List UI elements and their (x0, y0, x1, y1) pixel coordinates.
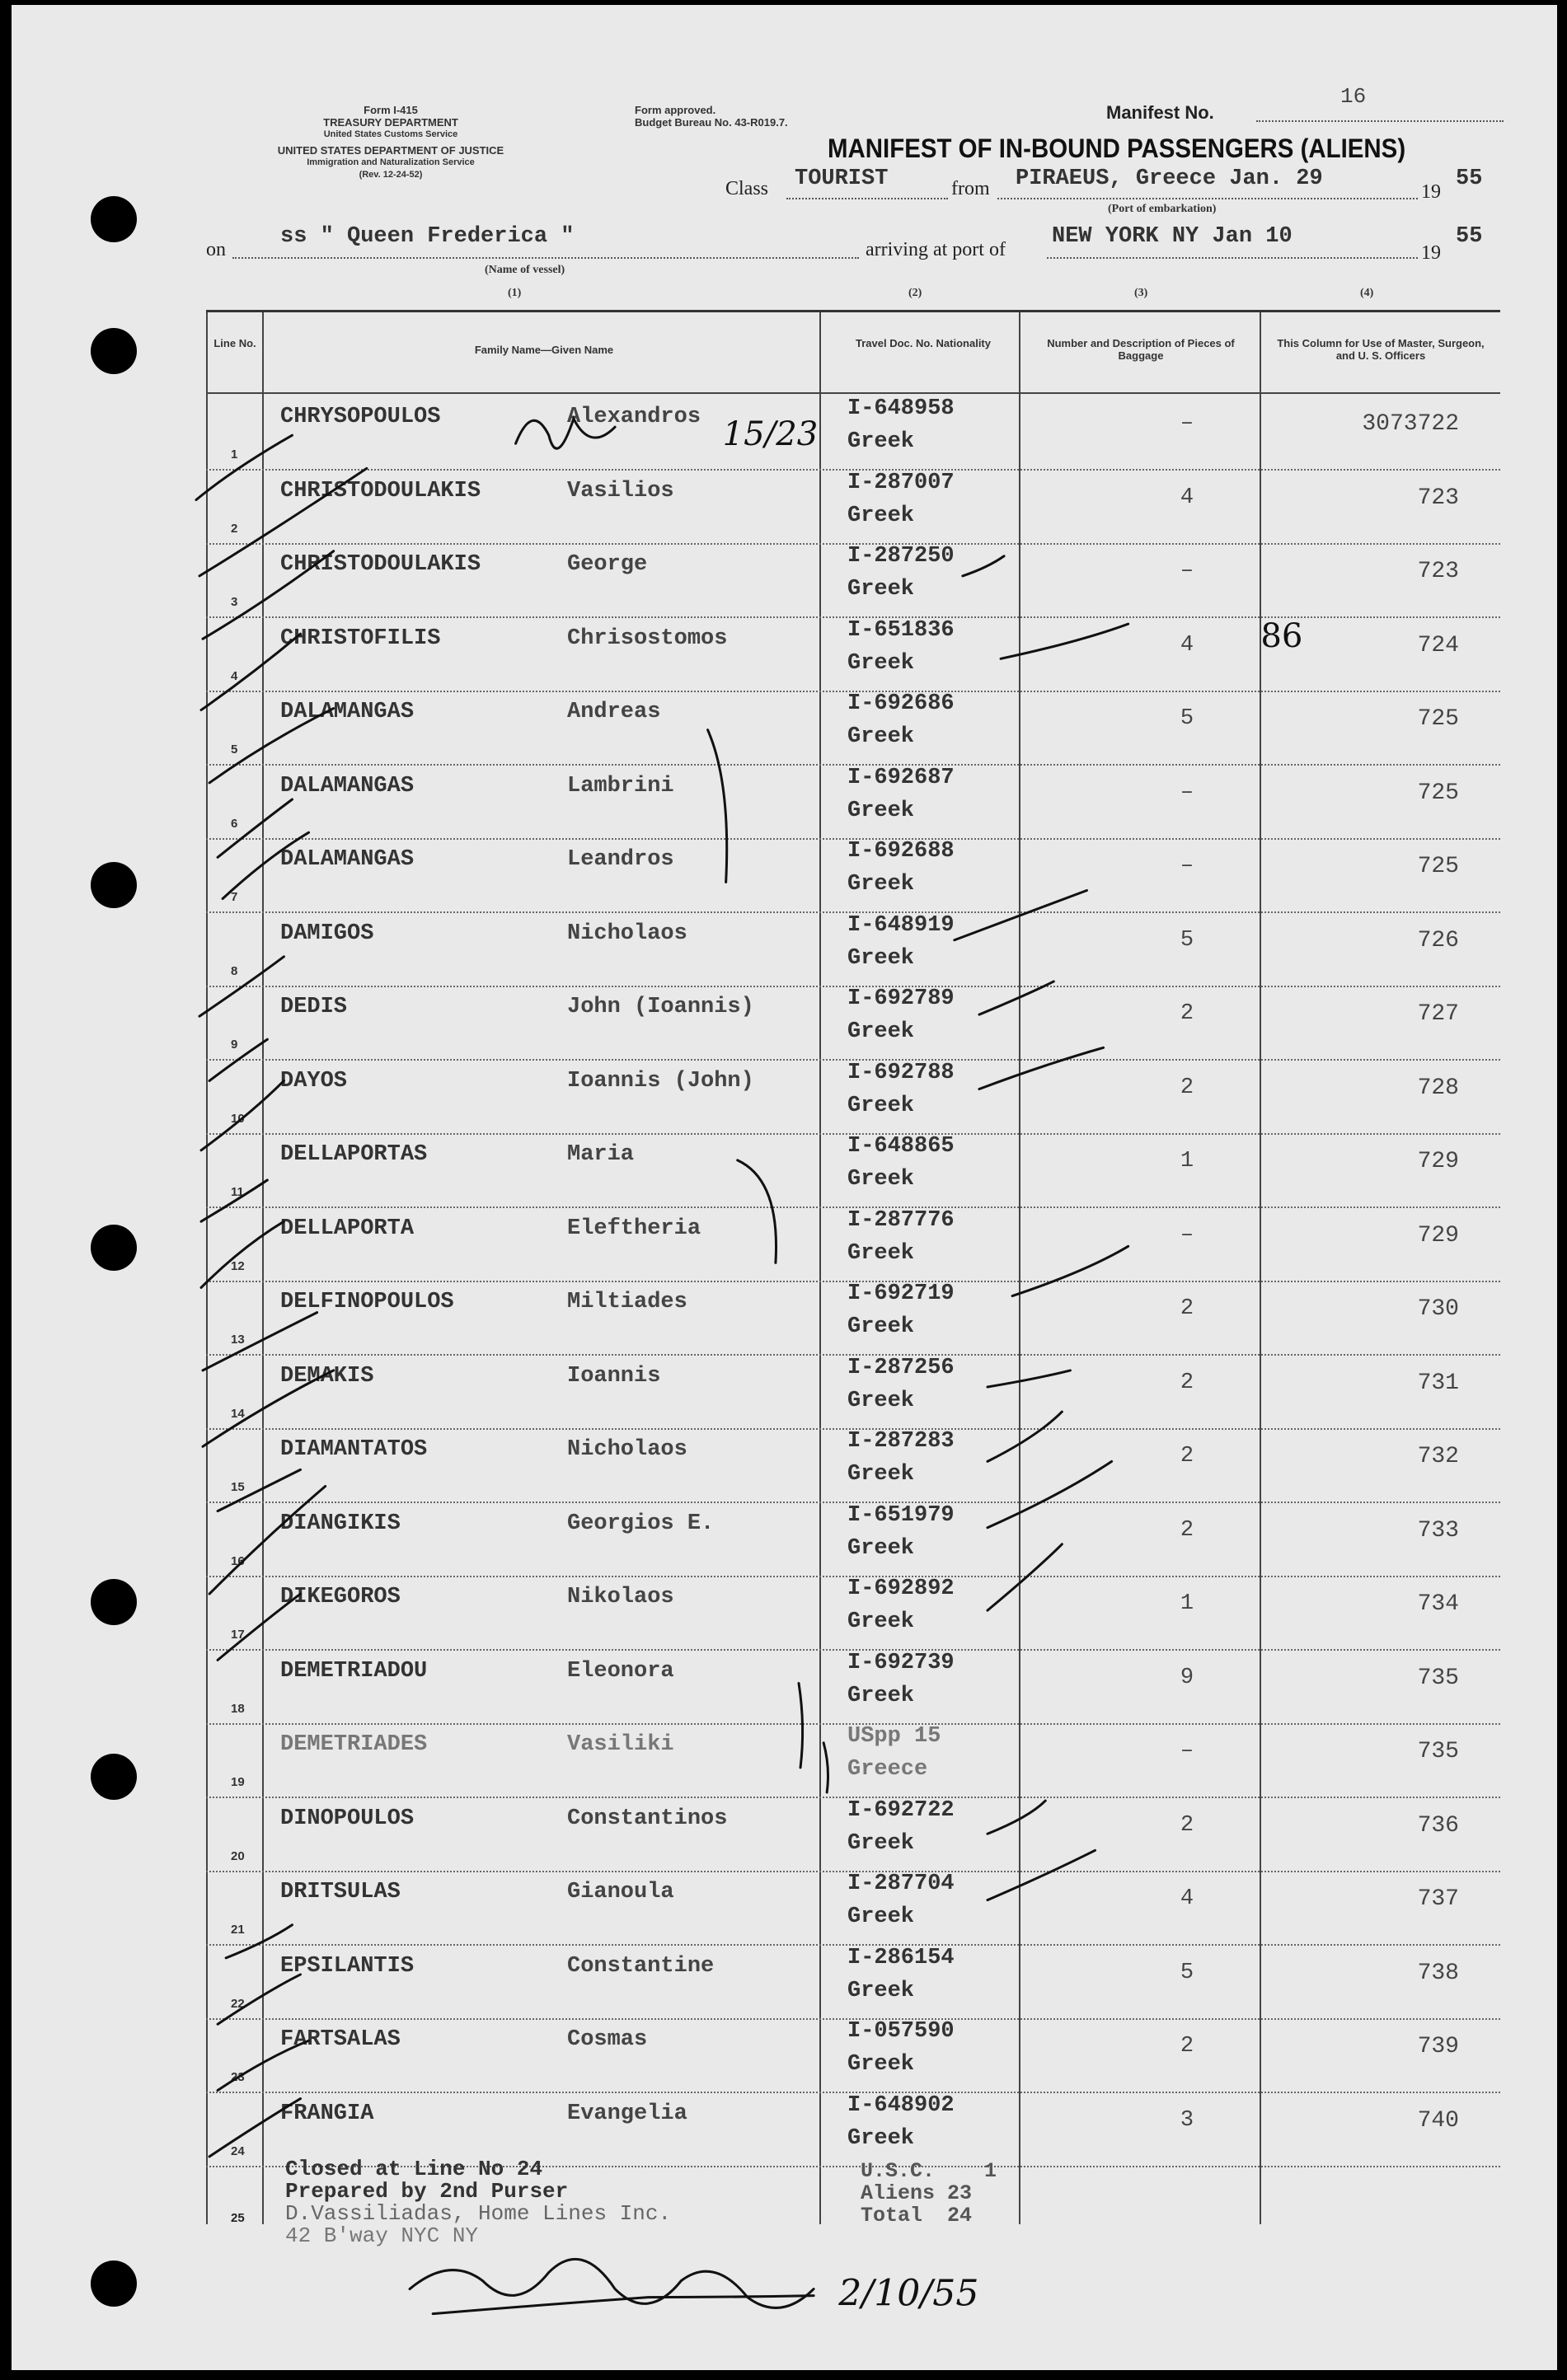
on-label: on (206, 239, 226, 260)
given-name: Ioannis (John) (567, 1068, 754, 1094)
officer-code: 729 (1417, 1222, 1459, 1249)
family-name: DALAMANGAS (280, 847, 415, 872)
baggage-count: 2 (1180, 1296, 1194, 1321)
binder-hole (91, 2261, 137, 2307)
line-number: 6 (231, 816, 238, 831)
passenger-row (206, 1870, 1500, 1946)
approval-line: Budget Bureau No. 43-R019.7. (635, 116, 788, 129)
nationality: Greek (847, 2052, 915, 2077)
nationality: Greek (847, 1314, 915, 1339)
prepared-note: Prepared by 2nd Purser (285, 2179, 569, 2204)
given-name: Georgios E. (567, 1511, 715, 1536)
class-rule (786, 198, 948, 199)
baggage-count: 5 (1180, 1960, 1194, 1985)
officer-code: 728 (1417, 1075, 1459, 1101)
passenger-row (206, 1427, 1500, 1503)
col-num-3: (3) (1134, 287, 1148, 299)
family-name: DELLAPORTA (280, 1216, 415, 1241)
baggage-count: 4 (1180, 632, 1194, 658)
family-name: EPSILANTIS (280, 1953, 415, 1979)
family-name: DELLAPORTAS (280, 1142, 428, 1167)
baggage-count: 4 (1180, 1886, 1194, 1911)
line-number: 10 (231, 1111, 245, 1126)
travel-doc-number: I-651836 (847, 617, 955, 643)
line-number: 1 (231, 447, 238, 461)
line-number: 17 (231, 1628, 245, 1642)
travel-doc-number: I-692788 (847, 1060, 955, 1085)
officer-code: 730 (1417, 1296, 1459, 1322)
family-name: DEDIS (280, 995, 348, 1019)
header-baggage: Number and Description of Pieces of Baggage (1047, 337, 1235, 362)
passenger-table (206, 310, 1500, 2248)
passenger-row (206, 1502, 1500, 1577)
travel-doc-number: I-287250 (847, 544, 955, 569)
line-number: 19 (231, 1775, 245, 1789)
officer-code: 735 (1417, 1665, 1459, 1691)
officer-code: 725 (1417, 706, 1459, 732)
officer-code: 726 (1417, 927, 1459, 953)
family-name: DEMAKIS (280, 1363, 374, 1389)
nationality: Greek (847, 724, 915, 749)
family-name: DEMETRIADES (280, 1732, 428, 1757)
given-name: Vasiliki (567, 1732, 674, 1757)
baggage-count: 2 (1180, 1812, 1194, 1838)
year-prefix: 19 (1421, 181, 1441, 203)
officer-code: 731 (1417, 1370, 1459, 1396)
given-name: Alexandros (567, 405, 701, 429)
line-number: 9 (231, 1038, 238, 1052)
passenger-row (206, 616, 1500, 692)
travel-doc-number: I-648958 (847, 396, 955, 421)
officer-code: 725 (1417, 780, 1459, 806)
baggage-count: 2 (1180, 1517, 1194, 1543)
form-approval (635, 104, 898, 129)
line-number: 18 (231, 1701, 245, 1716)
nationality: Greece (847, 1757, 928, 1782)
total-count: Total 24 (861, 2204, 973, 2228)
line-number: 5 (231, 743, 238, 757)
travel-doc-number: I-692739 (847, 1650, 955, 1675)
vessel-caption: (Name of vessel) (485, 264, 565, 276)
travel-doc-number: I-692686 (847, 691, 955, 716)
passenger-row (206, 1206, 1500, 1282)
passenger-row (206, 690, 1500, 766)
arrival-rule (1047, 257, 1418, 259)
closed-note: Closed at Line No 24 (285, 2157, 543, 2181)
travel-doc-number: USpp 15 (847, 1724, 941, 1749)
header-line-no: Line No. (213, 337, 256, 349)
family-name: DEMETRIADOU (280, 1658, 428, 1684)
nationality: Greek (847, 1093, 915, 1118)
nationality: Greek (847, 1388, 915, 1413)
officer-code: 732 (1417, 1444, 1459, 1469)
baggage-count: – (1180, 1222, 1194, 1248)
travel-doc-number: I-692688 (847, 839, 955, 864)
passenger-row (206, 911, 1500, 987)
travel-doc-number: I-692719 (847, 1281, 955, 1306)
baggage-count: 2 (1180, 1001, 1194, 1026)
family-name: DINOPOULOS (280, 1806, 415, 1831)
travel-doc-number: I-287283 (847, 1429, 955, 1454)
binder-hole (91, 196, 137, 242)
line-number: 16 (231, 1553, 245, 1568)
from-rule (997, 198, 1418, 199)
given-name: Constantine (567, 1953, 715, 1979)
line-number: 2 (231, 521, 238, 536)
vessel-value: ss " Queen Frederica " (280, 224, 575, 249)
family-name: DIANGIKIS (280, 1511, 401, 1536)
row1-handwritten-note: 15/23 (722, 415, 819, 454)
line-number: 23 (231, 2070, 245, 2084)
family-name: DAMIGOS (280, 921, 374, 946)
nationality: Greek (847, 872, 915, 897)
from-value: PIRAEUS, Greece Jan. 29 (1016, 166, 1323, 191)
footer-line-no: 25 (231, 2211, 245, 2225)
nationality: Greek (847, 1978, 915, 2003)
line-number: 20 (231, 1848, 245, 1863)
header-name: Family Name—Given Name (474, 344, 614, 356)
nationality: Greek (847, 1904, 915, 1929)
travel-doc-number: I-648902 (847, 2092, 955, 2118)
col-num-2: (2) (908, 287, 922, 299)
nationality: Greek (847, 1167, 915, 1192)
passenger-row (206, 2017, 1500, 2093)
passenger-row (206, 2092, 1500, 2167)
given-name: Andreas (567, 700, 661, 724)
given-name: Constantinos (567, 1806, 728, 1831)
passenger-row (206, 469, 1500, 545)
line-number: 11 (231, 1185, 244, 1199)
nationality: Greek (847, 2125, 915, 2151)
revision-line: (Rev. 12-24-52) (359, 170, 423, 180)
line-number: 24 (231, 2143, 245, 2158)
line-number: 14 (231, 1406, 245, 1421)
baggage-count: 5 (1180, 927, 1194, 953)
officer-code: 729 (1417, 1149, 1459, 1174)
from-year: 55 (1456, 166, 1483, 191)
given-name: Nicholaos (567, 1437, 687, 1462)
passenger-row (206, 837, 1500, 913)
nationality: Greek (847, 1019, 915, 1044)
travel-doc-number: I-651979 (847, 1502, 955, 1528)
family-name: CHRISTODOULAKIS (280, 552, 481, 577)
passenger-row (206, 985, 1500, 1061)
baggage-count: 2 (1180, 1075, 1194, 1100)
officer-code: 723 (1417, 485, 1459, 511)
given-name: Miltiades (567, 1290, 687, 1314)
arriving-label: arriving at port of (866, 239, 1006, 260)
header-doc: Travel Doc. No. Nationality (856, 337, 991, 349)
given-name: Nicholaos (567, 921, 687, 946)
travel-doc-number: I-287007 (847, 470, 955, 495)
binder-hole (91, 328, 137, 374)
line-number: 7 (231, 890, 238, 904)
family-name: DAYOS (280, 1068, 348, 1094)
travel-doc-number: I-287704 (847, 1872, 955, 1896)
line-number: 21 (231, 1923, 245, 1937)
baggage-count: 2 (1180, 2034, 1194, 2059)
signature-stroke (433, 2296, 814, 2314)
nationality: Greek (847, 798, 915, 823)
officer-code: 3073722 (1362, 411, 1459, 437)
travel-doc-number: I-692892 (847, 1577, 955, 1601)
agency-line: United States Customs Service (323, 129, 458, 139)
nationality: Greek (847, 650, 915, 676)
binder-hole (91, 862, 137, 908)
given-name: Nikolaos (567, 1585, 674, 1609)
nationality: Greek (847, 503, 915, 528)
family-name: FRANGIA (280, 2101, 374, 2126)
travel-doc-number: I-692789 (847, 986, 955, 1011)
given-name: Eleonora (567, 1658, 674, 1684)
given-name: George (567, 552, 648, 577)
given-name: Lambrini (567, 773, 674, 799)
travel-doc-number: I-692687 (847, 765, 955, 790)
officer-code: 737 (1417, 1886, 1459, 1912)
officer-code: 739 (1417, 2034, 1459, 2059)
header-officers: This Column for Use of Master, Surgeon, and U. S. Officers (1277, 337, 1485, 362)
travel-doc-number: I-648919 (847, 912, 955, 938)
signature-date: 2/10/55 (838, 2272, 979, 2315)
form-agency-header (201, 104, 580, 181)
given-name: Gianoula (567, 1880, 674, 1904)
passenger-row (206, 1722, 1500, 1798)
form-number: Form I-415 (364, 104, 418, 116)
header-rule (206, 392, 1500, 394)
travel-doc-number: I-057590 (847, 2019, 955, 2044)
officer-code: 736 (1417, 1812, 1459, 1839)
agency-line: Immigration and Naturalization Service (307, 157, 475, 167)
aliens-count: Aliens 23 (861, 2181, 973, 2205)
officer-code: 723 (1417, 559, 1459, 584)
class-label: Class (725, 178, 769, 199)
officer-code: 740 (1417, 2107, 1459, 2134)
nationality: Greek (847, 945, 915, 971)
baggage-count: – (1180, 854, 1194, 878)
baggage-count: 4 (1180, 485, 1194, 510)
given-name: Eleftheria (567, 1216, 701, 1241)
family-name: CHRYSOPOULOS (280, 405, 441, 429)
manifest-no-rule (1256, 120, 1504, 122)
passenger-row (206, 395, 1500, 471)
agency-line: UNITED STATES DEPARTMENT OF JUSTICE (277, 144, 504, 157)
binder-hole (91, 1579, 137, 1625)
manifest-no-value: 16 (1340, 84, 1367, 109)
baggage-count: 1 (1180, 1149, 1194, 1174)
nationality: Greek (847, 1683, 915, 1708)
travel-doc-number: I-286154 (847, 1945, 955, 1970)
officer-code: 727 (1417, 1001, 1459, 1027)
col-num-4: (4) (1360, 287, 1374, 299)
row4-handwritten-note: 86 (1260, 617, 1303, 656)
baggage-count: 2 (1180, 1370, 1194, 1395)
baggage-count: – (1180, 411, 1194, 436)
line-number: 3 (231, 595, 238, 609)
travel-doc-number: I-648865 (847, 1134, 955, 1159)
given-name: Maria (567, 1142, 635, 1167)
line-number: 13 (231, 1333, 245, 1347)
travel-doc-number: I-692722 (847, 1797, 955, 1823)
binder-hole (91, 1754, 137, 1800)
given-name: Chrisostomos (567, 625, 728, 651)
travel-doc-number: I-287256 (847, 1355, 955, 1380)
family-name: DALAMANGAS (280, 773, 415, 799)
port-embark-caption: (Port of embarkation) (1108, 203, 1217, 215)
from-label: from (951, 178, 990, 199)
manifest-no-label: Manifest No. (1106, 102, 1214, 123)
vessel-rule (232, 257, 859, 259)
arrival-value: NEW YORK NY Jan 10 (1052, 224, 1293, 249)
baggage-count: 5 (1180, 706, 1194, 731)
nationality: Greek (847, 1609, 915, 1634)
signature-stroke (410, 2259, 814, 2307)
nationality: Greek (847, 577, 915, 602)
baggage-count: – (1180, 1739, 1194, 1764)
nationality: Greek (847, 1535, 915, 1561)
nationality: Greek (847, 1240, 915, 1266)
officer-code: 734 (1417, 1591, 1459, 1617)
line-number: 15 (231, 1480, 245, 1494)
family-name: FARTSALAS (280, 2027, 401, 2052)
line-number: 4 (231, 668, 238, 683)
family-name: DIAMANTATOS (280, 1437, 428, 1462)
passenger-row (206, 1354, 1500, 1430)
passenger-row (206, 1280, 1500, 1356)
family-name: DRITSULAS (280, 1880, 401, 1904)
officer-code: 724 (1417, 632, 1459, 658)
usc-count: U.S.C. 1 (861, 2159, 997, 2183)
manifest-sheet (12, 5, 1557, 2370)
nationality: Greek (847, 429, 915, 454)
given-name: John (Ioannis) (567, 995, 754, 1019)
baggage-count: – (1180, 780, 1194, 805)
passenger-row (206, 1575, 1500, 1651)
manifest-footer (206, 2158, 1500, 2249)
family-name: DELFINOPOULOS (280, 1290, 454, 1314)
officer-code: 735 (1417, 1739, 1459, 1764)
family-name: CHRISTODOULAKIS (280, 478, 481, 504)
passenger-row (206, 1059, 1500, 1135)
signer-note: D.Vassiliadas, Home Lines Inc. (285, 2201, 672, 2226)
officer-code: 725 (1417, 854, 1459, 879)
baggage-count: 3 (1180, 2107, 1194, 2133)
line-number: 22 (231, 1996, 245, 2011)
line-number: 12 (231, 1258, 245, 1273)
family-name: DALAMANGAS (280, 700, 415, 724)
baggage-count: 2 (1180, 1444, 1194, 1469)
officer-code: 738 (1417, 1960, 1459, 1986)
arrival-year: 55 (1456, 224, 1483, 249)
agency-line: TREASURY DEPARTMENT (323, 116, 458, 129)
approval-line: Form approved. (635, 104, 716, 116)
address-note: 42 B'way NYC NY (285, 2223, 479, 2248)
family-name: DIKEGOROS (280, 1585, 401, 1609)
passenger-row (206, 542, 1500, 618)
travel-doc-number: I-287776 (847, 1207, 955, 1233)
passenger-row (206, 1797, 1500, 1872)
given-name: Ioannis (567, 1363, 661, 1389)
nationality: Greek (847, 1462, 915, 1487)
family-name: CHRISTOFILIS (280, 625, 441, 651)
officer-code: 733 (1417, 1517, 1459, 1544)
baggage-count: 1 (1180, 1591, 1194, 1616)
given-name: Cosmas (567, 2027, 648, 2052)
line-number: 8 (231, 963, 238, 978)
given-name: Leandros (567, 847, 674, 872)
year-prefix: 19 (1421, 242, 1441, 264)
manifest-title: MANIFEST OF IN-BOUND PASSENGERS (ALIENS) (828, 134, 1406, 163)
col-num-1: (1) (508, 287, 522, 299)
binder-hole (91, 1225, 137, 1271)
baggage-count: – (1180, 559, 1194, 583)
passenger-row (206, 1944, 1500, 2020)
given-name: Evangelia (567, 2101, 687, 2126)
nationality: Greek (847, 1830, 915, 1856)
passenger-row (206, 1649, 1500, 1725)
passenger-row (206, 764, 1500, 840)
passenger-row (206, 1132, 1500, 1208)
class-value: TOURIST (795, 166, 889, 191)
baggage-count: 9 (1180, 1665, 1194, 1690)
given-name: Vasilios (567, 478, 674, 504)
